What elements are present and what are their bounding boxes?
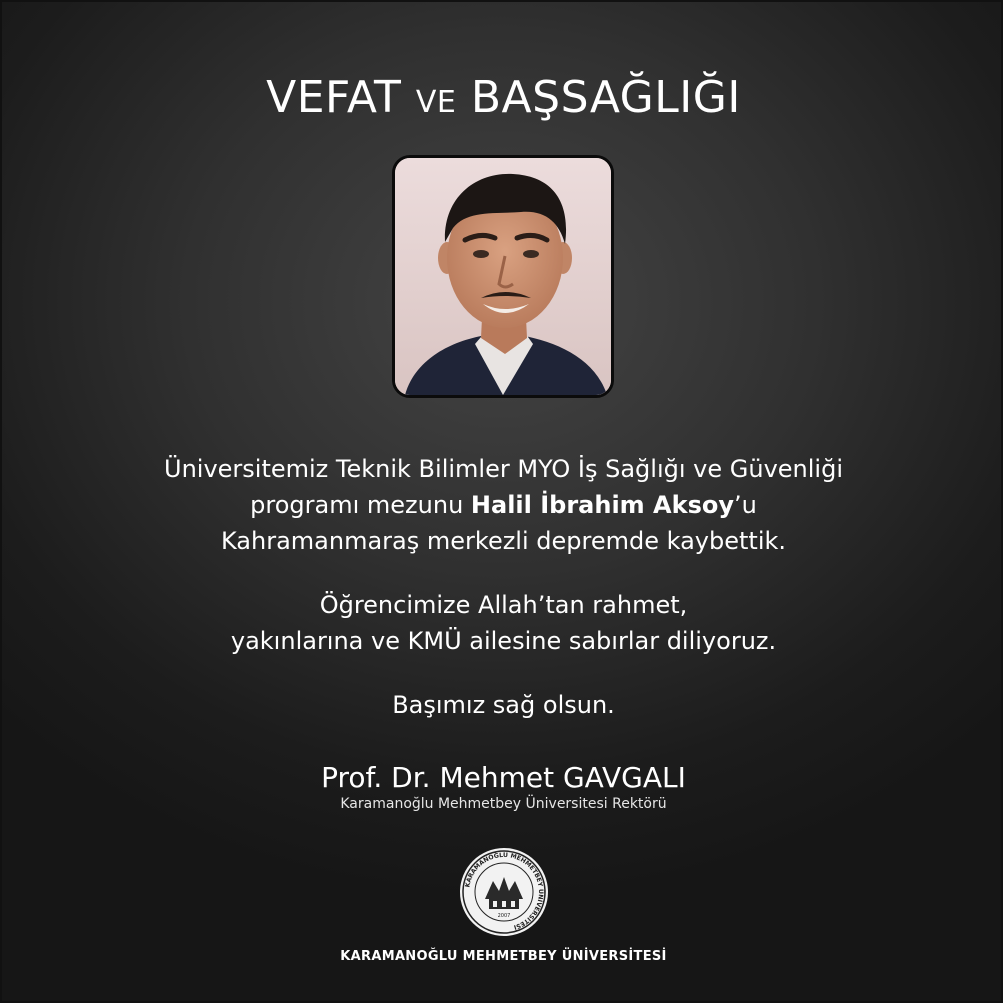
page-title bbox=[2, 68, 1003, 133]
title-word-ve: VE bbox=[415, 85, 457, 120]
title-word-bassagligi: BAŞSAĞLIĞI bbox=[470, 72, 741, 123]
message-line-6: Başımız sağ olsun. bbox=[392, 691, 615, 719]
footer-university-name: KARAMANOĞLU MEHMETBEY ÜNİVERSİTESİ bbox=[340, 949, 667, 964]
message-line-3: Kahramanmaraş merkezli depremde kaybettik. bbox=[220, 527, 787, 555]
message-line-2-suffix: ’u bbox=[734, 491, 757, 519]
message-line-2-prefix: programı mezunu bbox=[250, 491, 471, 519]
condolence-message bbox=[2, 451, 1003, 723]
signer-title: Karamanoğlu Mehmetbey Üniversitesi Rektörü bbox=[340, 796, 667, 812]
message-line-5: yakınlarına ve KMÜ ailesine sabırlar diliyoruz. bbox=[230, 627, 777, 655]
seal-founded-year: 2007 bbox=[497, 913, 511, 919]
message-line-1: Üniversitemiz Teknik Bilimler MYO İş Sağlığı ve Güvenliği bbox=[164, 455, 843, 483]
portrait-photo bbox=[392, 155, 614, 398]
portrait-illustration bbox=[395, 158, 611, 395]
deceased-name: Halil İbrahim Aksoy bbox=[470, 491, 734, 519]
seal-ring-text: KARAMANOĞLU MEHMETBEY ÜNİVERSİTESİ bbox=[464, 851, 545, 931]
message-line-4: Öğrencimize Allah’tan rahmet, bbox=[319, 591, 688, 619]
signer-name: Prof. Dr. Mehmet GAVGALI bbox=[321, 761, 686, 794]
message-line-2 bbox=[2, 487, 1003, 523]
title-word-vefat: VEFAT bbox=[266, 72, 402, 123]
university-seal-icon bbox=[459, 847, 549, 937]
